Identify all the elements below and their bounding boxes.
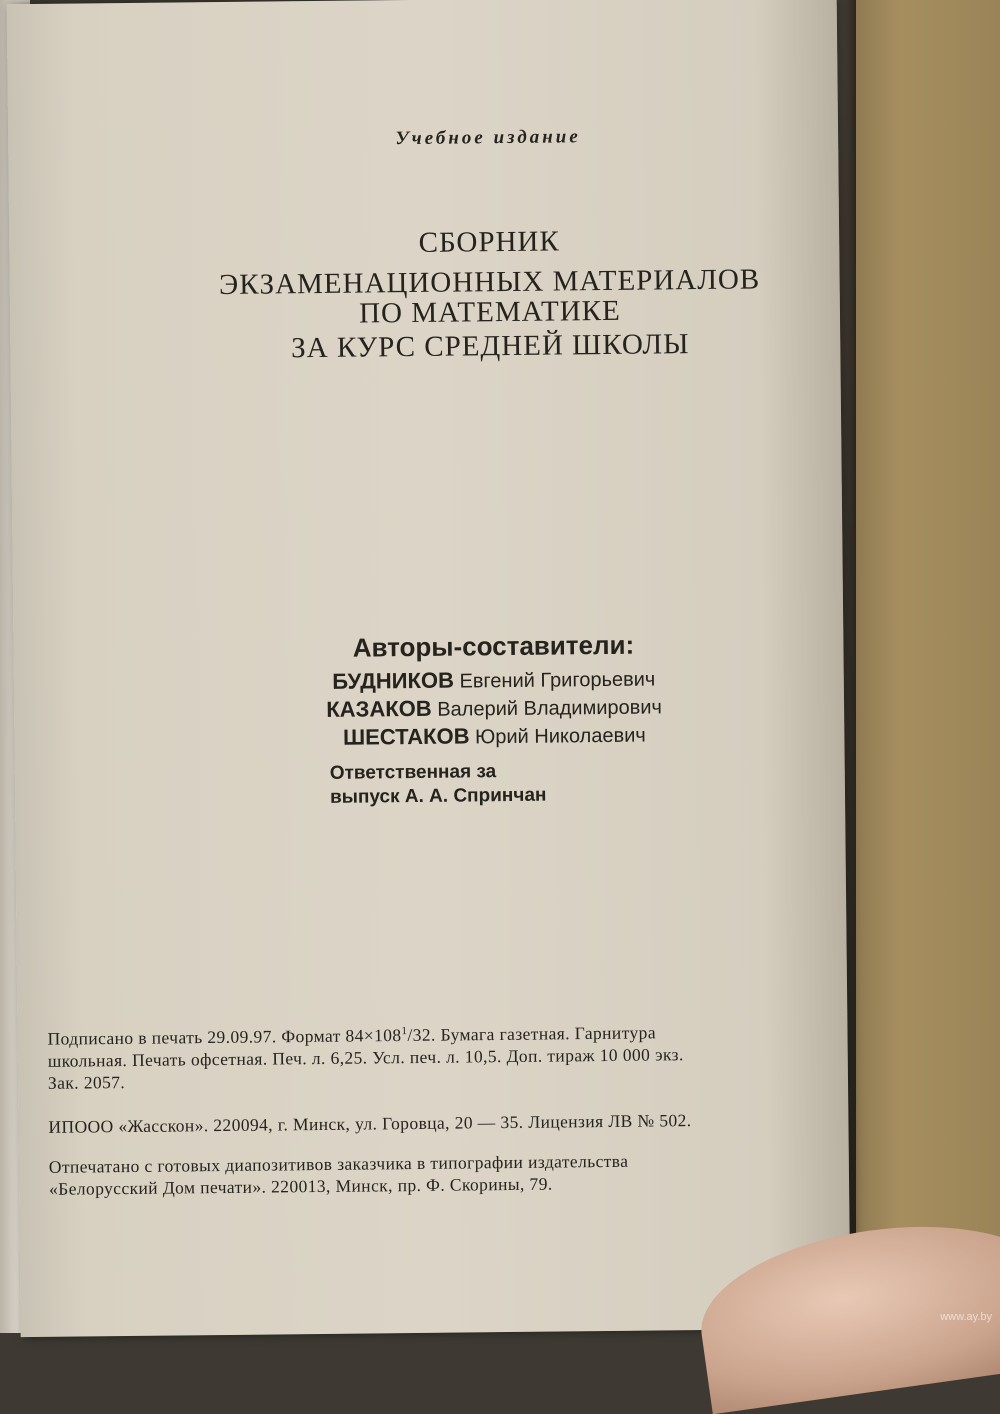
title-line-4: ЗА КУРС СРЕДНЕЙ ШКОЛЫ — [291, 328, 690, 365]
imprint-signed: Подписано в печать 29.09.97. Формат — [47, 1025, 341, 1049]
watermark: www.ay.by — [940, 1311, 992, 1323]
author-1-name: Евгений Григорьевич — [459, 668, 656, 693]
author-2-name: Валерий Владимирович — [437, 696, 663, 721]
imprint-paper: /32. Бумага газетная. Гарнитура — [407, 1022, 657, 1045]
author-3-surname: ШЕСТАКОВ — [342, 723, 470, 750]
title-line-1: СБОРНИК — [418, 225, 560, 259]
responsible-line-2: выпуск А. А. Спринчан — [329, 784, 547, 808]
edition-label: Учебное издание — [395, 126, 581, 150]
imprint-line-3: Зак. 2057. — [47, 1071, 126, 1093]
authors-heading: Авторы-составители: — [352, 629, 635, 663]
author-2-surname: КАЗАКОВ — [326, 695, 432, 722]
imprint-paragraph-1 — [47, 1017, 684, 1093]
imprint-format-sup: 1 — [401, 1025, 408, 1038]
author-1-surname: БУДНИКОВ — [332, 667, 455, 694]
imprint-line-2: школьная. Печать офсетная. Печ. л. 6,25. Усл. печ. л. 10,5. Доп. тираж 10 000 экз. — [47, 1044, 684, 1071]
printer-paragraph — [49, 1150, 629, 1200]
author-3-name: Юрий Николаевич — [474, 724, 646, 749]
title-line-2: ЭКЗАМЕНАЦИОННЫХ МАТЕРИАЛОВ — [218, 263, 761, 302]
imprint-format: 84×108 — [345, 1024, 402, 1046]
printer-line-1: Отпечатано с готовых диапозитивов заказчика в типографии издательства — [48, 1150, 629, 1177]
responsible-line-1: Ответственная за — [329, 761, 497, 784]
title-line-3: ПО МАТЕМАТИКЕ — [358, 294, 621, 330]
printer-line-2: «Белорусский Дом печати». 220013, Минск, пр. Ф. Скорины, 79. — [48, 1173, 553, 1199]
book-page — [7, 0, 851, 1337]
publisher-line: ИПООО «Жасскон». 220094, г. Минск, ул. Горовца, 20 — 35. Лицензия ЛВ № 502. — [48, 1110, 692, 1137]
